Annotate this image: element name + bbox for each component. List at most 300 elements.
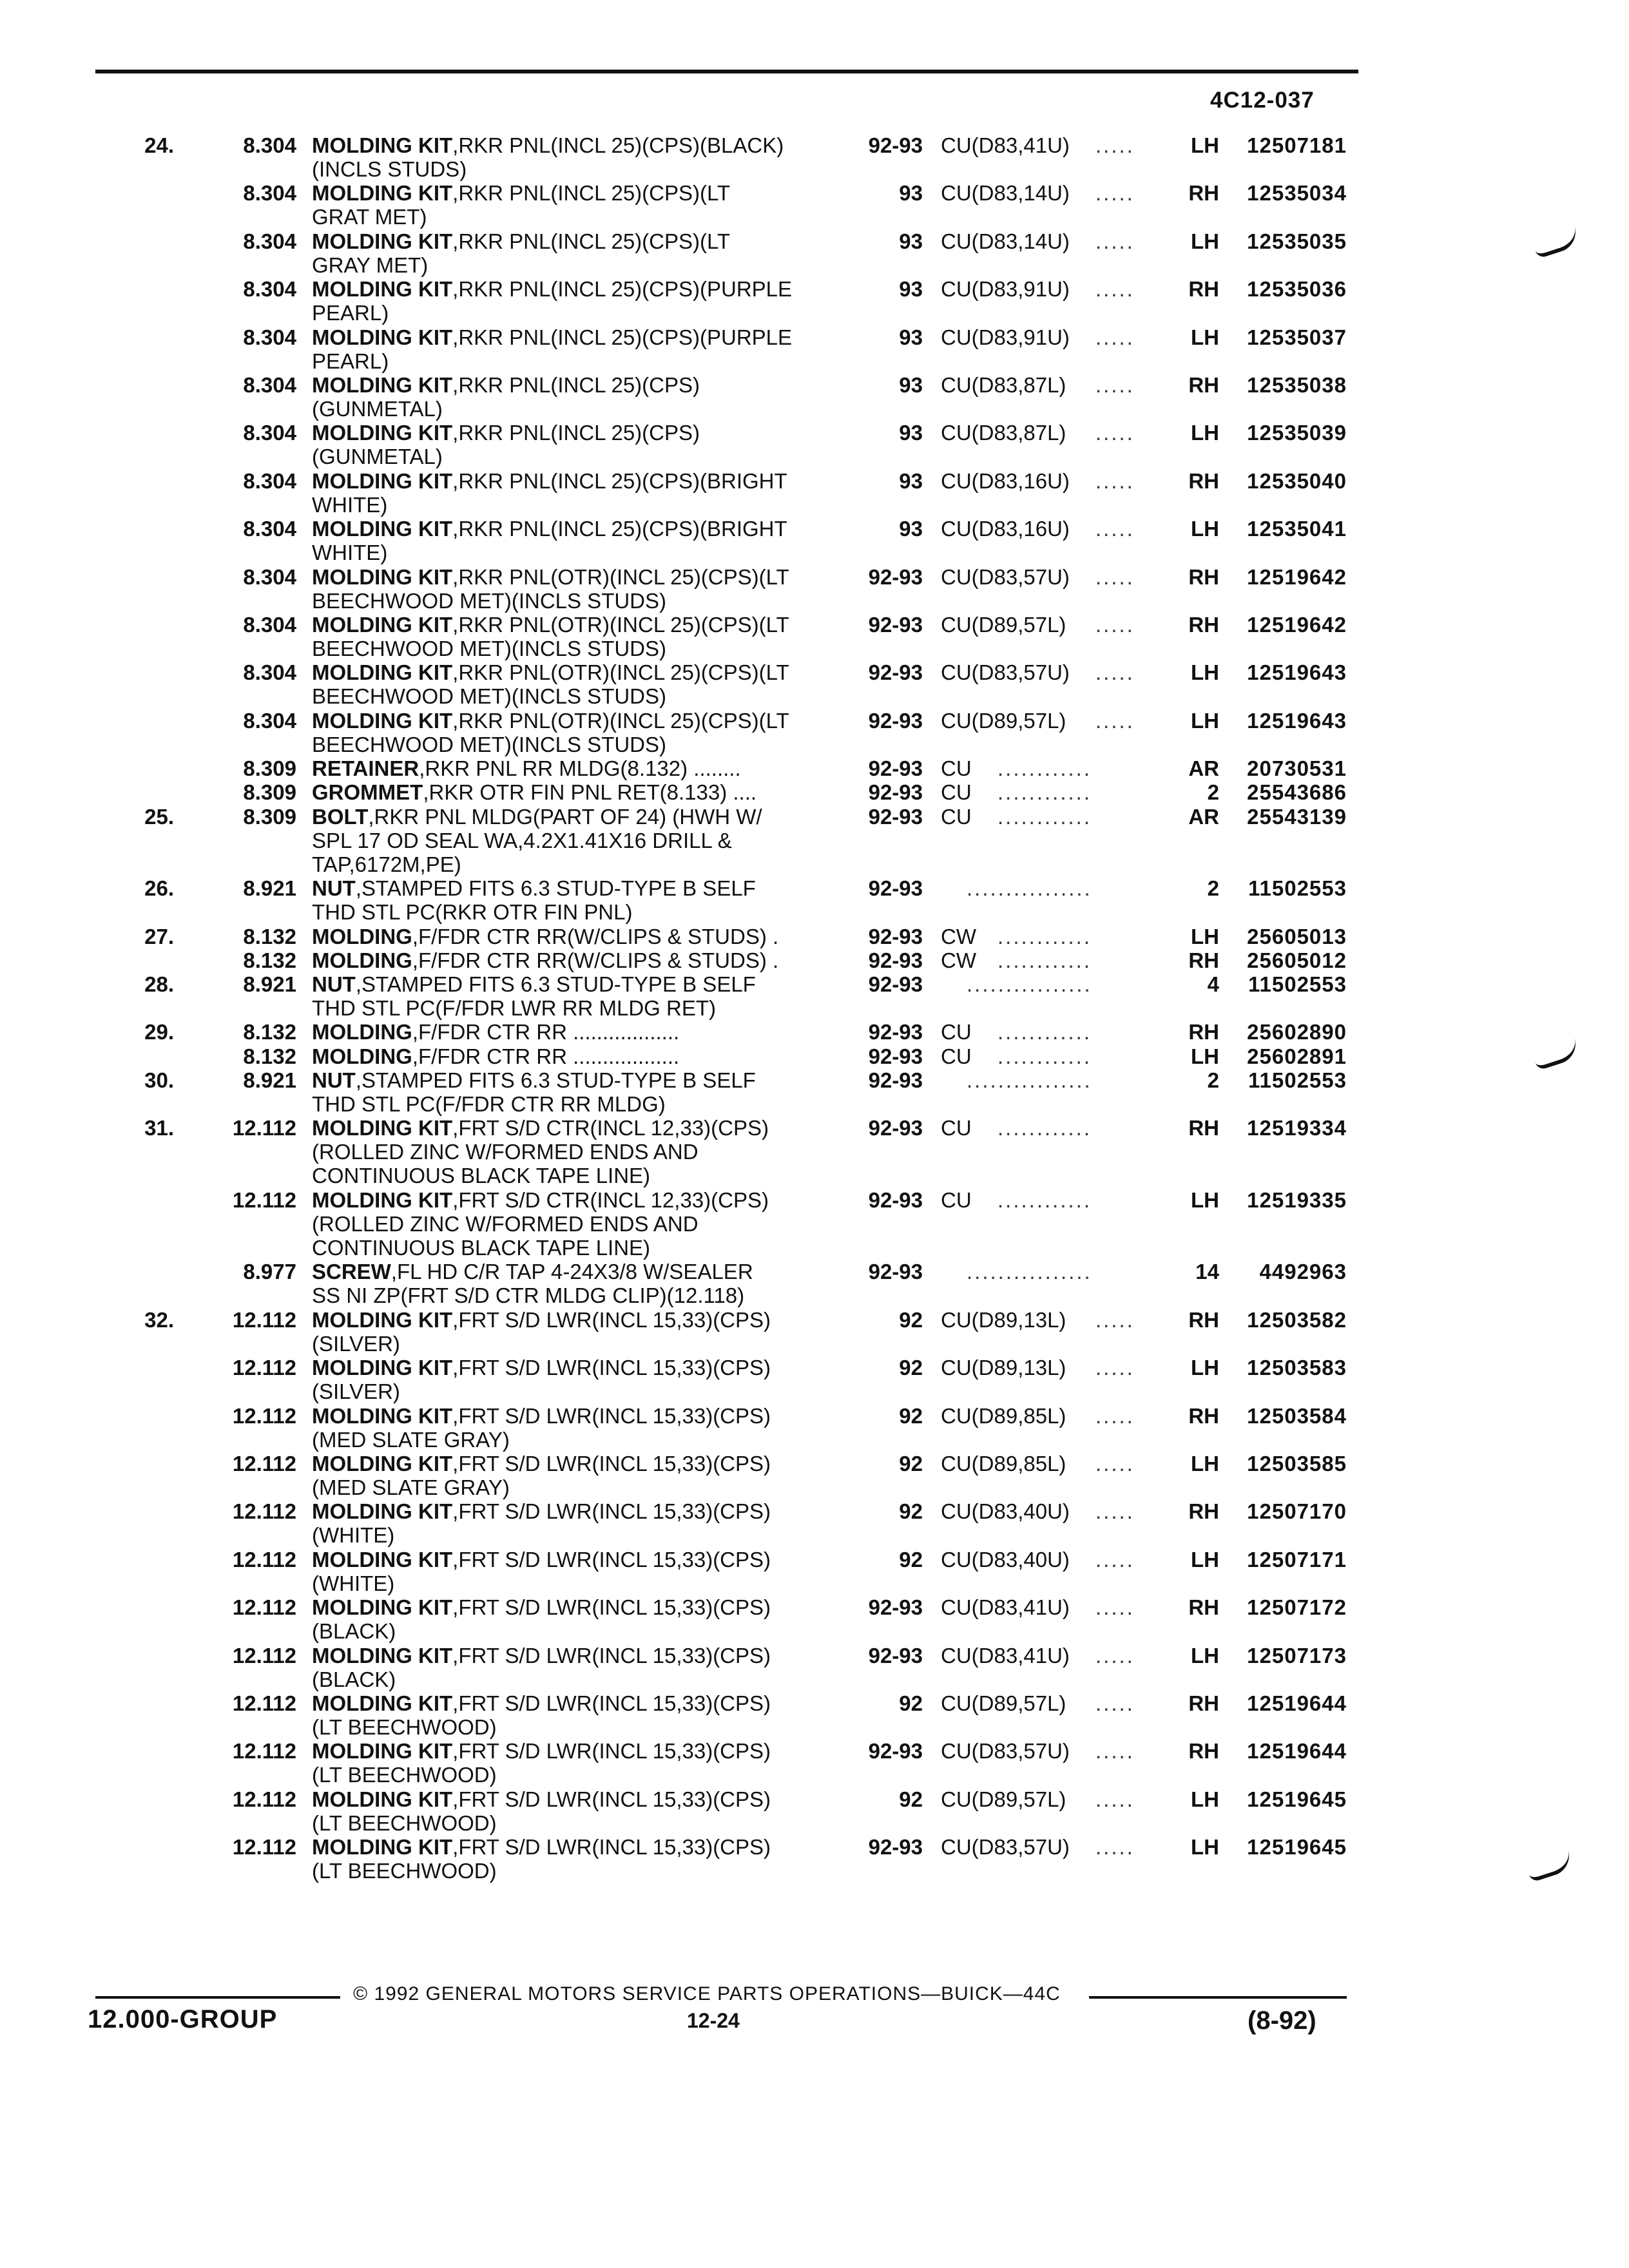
item-number: 25.	[144, 804, 174, 829]
model-year: 92-93	[868, 564, 923, 589]
leader-dots: .....	[1095, 1691, 1135, 1715]
part-description	[312, 1691, 771, 1739]
section-number: 8.309	[243, 804, 296, 829]
leader-dots: .....	[1095, 1595, 1135, 1620]
section-number: 8.304	[243, 421, 296, 445]
part-detail: ,RKR PNL(INCL 25)(CPS)(PURPLE	[452, 277, 793, 302]
section-number: 8.977	[243, 1260, 296, 1284]
part-name: MOLDING KIT	[312, 373, 453, 397]
quantity: RH	[1188, 1691, 1219, 1715]
section-number: 12.112	[232, 1356, 296, 1380]
part-detail: ,FRT S/D CTR(INCL 12,33)(CPS)	[452, 1116, 769, 1140]
model-code: CU(D83,91U)	[941, 325, 1070, 349]
quantity: LH	[1191, 325, 1219, 349]
model-year: 92-93	[868, 1068, 923, 1092]
model-year: 93	[899, 373, 923, 397]
part-detail: ,FRT S/D LWR(INCL 15,33)(CPS)	[452, 1499, 771, 1524]
part-detail-continued: CONTINUOUS BLACK TAPE LINE)	[312, 1235, 651, 1260]
part-number: 12519644	[1247, 1739, 1347, 1763]
model-code: CU(D89,13L)	[941, 1356, 1066, 1380]
quantity: LH	[1191, 133, 1219, 157]
part-detail: ,FRT S/D LWR(INCL 15,33)(CPS)	[452, 1643, 771, 1667]
part-detail: ,F/FDR CTR RR(W/CLIPS & STUDS) .	[412, 948, 779, 972]
quantity: RH	[1188, 1595, 1219, 1620]
footer-rule	[95, 1996, 340, 1999]
leader-dots: .....	[1095, 613, 1135, 637]
quantity: LH	[1191, 1643, 1219, 1667]
quantity: LH	[1191, 1044, 1219, 1068]
part-number: 12507181	[1247, 133, 1347, 157]
part-description	[312, 1452, 771, 1499]
model-year: 92-93	[868, 1187, 923, 1212]
section-number: 12.112	[232, 1643, 296, 1667]
part-detail: ,STAMPED FITS 6.3 STUD-TYPE B SELF	[355, 972, 756, 996]
part-name: MOLDING KIT	[312, 277, 453, 302]
section-number: 12.112	[232, 1452, 296, 1475]
section-number: 8.132	[243, 1020, 296, 1044]
quantity: LH	[1191, 517, 1219, 541]
section-number: 8.132	[243, 1044, 296, 1068]
part-number: 12519645	[1247, 1787, 1347, 1811]
part-name: MOLDING KIT	[312, 564, 453, 589]
part-name: MOLDING KIT	[312, 181, 453, 206]
model-year: 92	[899, 1452, 923, 1475]
part-description	[312, 1260, 753, 1307]
quantity: RH	[1188, 373, 1219, 397]
quantity: RH	[1188, 468, 1219, 493]
quantity: LH	[1191, 1187, 1219, 1212]
part-detail: ,RKR PNL(INCL 25)(CPS)	[452, 421, 700, 445]
quantity: RH	[1188, 948, 1219, 972]
model-code: CU(D83,14U)	[941, 229, 1070, 253]
model-code: CU(D83,40U)	[941, 1547, 1070, 1571]
model-code: CU(D83,16U)	[941, 517, 1070, 541]
section-number: 8.309	[243, 756, 296, 781]
part-description	[312, 925, 778, 948]
leader-dots: .....	[1095, 1356, 1135, 1380]
part-number: 12519642	[1247, 564, 1347, 589]
part-name: NUT	[312, 876, 356, 901]
part-detail-continued: (SILVER)	[312, 1331, 400, 1356]
part-number: 11502553	[1248, 876, 1347, 901]
model-year: 92-93	[868, 660, 923, 685]
leader-dots: ................	[967, 876, 1092, 901]
part-detail: ,STAMPED FITS 6.3 STUD-TYPE B SELF	[355, 1068, 756, 1092]
model-year: 92-93	[868, 804, 923, 829]
part-description	[312, 948, 778, 972]
model-code: CU	[941, 1044, 972, 1068]
part-detail-continued: (MED SLATE GRAY)	[312, 1475, 510, 1499]
part-description	[312, 1787, 771, 1835]
part-detail-continued: (LT BEECHWOOD)	[312, 1763, 497, 1787]
leader-dots: ................	[967, 1068, 1092, 1092]
footer-date: (8-92)	[1248, 2006, 1316, 2035]
item-number: 32.	[144, 1307, 174, 1332]
part-number: 12507173	[1247, 1643, 1347, 1667]
part-description	[312, 277, 792, 325]
section-number: 12.112	[232, 1187, 296, 1212]
part-name: MOLDING KIT	[312, 1547, 453, 1571]
model-code: CU(D83,40U)	[941, 1499, 1070, 1524]
model-code: CU(D83,87L)	[941, 421, 1066, 445]
part-number: 12519334	[1247, 1116, 1347, 1140]
section-number: 12.112	[232, 1835, 296, 1860]
part-detail-continued: BEECHWOOD MET)(INCLS STUDS)	[312, 588, 667, 613]
part-detail-continued: (ROLLED ZINC W/FORMED ENDS AND	[312, 1140, 699, 1164]
part-name: MOLDING KIT	[312, 1307, 453, 1332]
part-detail: ,RKR PNL(INCL 25)(CPS)(LT	[452, 229, 731, 253]
part-detail: ,FL HD C/R TAP 4-24X3/8 W/SEALER	[390, 1260, 753, 1284]
part-number: 25602890	[1247, 1020, 1347, 1044]
part-detail: ,F/FDR CTR RR ..................	[412, 1020, 680, 1044]
model-code: CU(D83,87L)	[941, 373, 1066, 397]
leader-dots: .....	[1095, 1452, 1135, 1475]
quantity: 14	[1195, 1260, 1219, 1284]
part-detail-continued: BEECHWOOD MET)(INCLS STUDS)	[312, 684, 667, 709]
part-number: 12503583	[1247, 1356, 1347, 1380]
part-number: 12535034	[1247, 181, 1347, 206]
part-number: 25605012	[1247, 948, 1347, 972]
part-detail: ,RKR PNL(INCL 25)(CPS)(BLACK)	[452, 133, 784, 157]
leader-dots: ............	[998, 1044, 1092, 1068]
quantity: RH	[1188, 1403, 1219, 1428]
part-description	[312, 1020, 679, 1044]
part-detail: ,RKR PNL(OTR)(INCL 25)(CPS)(LT	[452, 564, 789, 589]
part-description	[312, 613, 789, 660]
part-detail: ,STAMPED FITS 6.3 STUD-TYPE B SELF	[355, 876, 756, 901]
part-detail: ,RKR PNL RR MLDG(8.132) ........	[419, 756, 741, 781]
part-detail: ,FRT S/D LWR(INCL 15,33)(CPS)	[452, 1356, 771, 1380]
part-detail-continued: PEARL)	[312, 349, 389, 373]
part-description	[312, 1044, 679, 1068]
part-name: MOLDING KIT	[312, 1356, 453, 1380]
section-number: 8.304	[243, 660, 296, 685]
quantity: 4	[1207, 972, 1219, 996]
model-year: 92-93	[868, 1044, 923, 1068]
section-number: 8.304	[243, 325, 296, 349]
part-name: MOLDING KIT	[312, 1739, 453, 1763]
model-year: 92-93	[868, 1116, 923, 1140]
model-year: 92-93	[868, 1835, 923, 1860]
item-number: 27.	[144, 924, 174, 948]
part-description	[312, 181, 730, 229]
model-year: 93	[899, 421, 923, 445]
part-detail-continued: BEECHWOOD MET)(INCLS STUDS)	[312, 637, 667, 660]
model-year: 92-93	[868, 876, 923, 901]
leader-dots: .....	[1095, 1307, 1135, 1332]
leader-dots: .....	[1095, 1739, 1135, 1763]
part-number: 12503585	[1247, 1452, 1347, 1475]
part-name: MOLDING KIT	[312, 1595, 453, 1620]
part-detail-continued: (ROLLED ZINC W/FORMED ENDS AND	[312, 1211, 699, 1236]
part-description	[312, 1739, 771, 1787]
part-name: MOLDING KIT	[312, 1499, 453, 1524]
part-number: 12535036	[1247, 277, 1347, 302]
part-number: 12507172	[1247, 1595, 1347, 1620]
leader-dots: .....	[1095, 277, 1135, 302]
part-detail: ,RKR PNL(OTR)(INCL 25)(CPS)(LT	[452, 613, 789, 637]
model-code: CU	[941, 780, 972, 805]
part-name: GROMMET	[312, 780, 423, 805]
part-description	[312, 469, 787, 517]
part-number: 12535039	[1247, 421, 1347, 445]
part-number: 12507170	[1247, 1499, 1347, 1524]
leader-dots: .....	[1095, 468, 1135, 493]
model-code: CU	[941, 1020, 972, 1044]
model-year: 92-93	[868, 708, 923, 733]
part-detail: ,RKR PNL MLDG(PART OF 24) (HWH W/	[368, 804, 762, 829]
quantity: LH	[1191, 421, 1219, 445]
quantity: RH	[1188, 1739, 1219, 1763]
section-number: 8.304	[243, 373, 296, 397]
part-name: MOLDING KIT	[312, 1643, 453, 1667]
part-detail-continued: TAP,6172M,PE)	[312, 852, 461, 876]
model-year: 92-93	[868, 756, 923, 781]
quantity: 2	[1207, 780, 1219, 805]
section-number: 8.921	[243, 972, 296, 996]
part-number: 25543686	[1247, 780, 1347, 805]
part-number: 12519645	[1247, 1835, 1347, 1860]
part-description	[312, 756, 741, 780]
part-detail: ,FRT S/D LWR(INCL 15,33)(CPS)	[452, 1547, 771, 1571]
section-number: 8.304	[243, 613, 296, 637]
leader-dots: .....	[1095, 133, 1135, 157]
section-number: 8.304	[243, 468, 296, 493]
quantity: LH	[1191, 1547, 1219, 1571]
part-description	[312, 133, 784, 181]
model-code: CU(D83,41U)	[941, 1595, 1070, 1620]
model-code: CU(D83,57U)	[941, 564, 1070, 589]
quantity: RH	[1188, 277, 1219, 302]
leader-dots: .....	[1095, 1643, 1135, 1667]
part-detail-continued: WHITE)	[312, 492, 388, 517]
part-description	[312, 1116, 769, 1187]
leader-dots: ............	[998, 1116, 1092, 1140]
part-detail: ,F/FDR CTR RR(W/CLIPS & STUDS) .	[412, 924, 779, 948]
part-description	[312, 373, 700, 421]
part-description	[312, 876, 756, 924]
part-name: MOLDING KIT	[312, 708, 453, 733]
part-number: 12535041	[1247, 517, 1347, 541]
part-description	[312, 229, 730, 277]
quantity: AR	[1188, 756, 1219, 781]
part-detail-continued: (MED SLATE GRAY)	[312, 1427, 510, 1452]
part-detail-continued: THD STL PC(F/FDR LWR RR MLDG RET)	[312, 996, 716, 1020]
model-year: 93	[899, 181, 923, 206]
model-code: CU(D83,57U)	[941, 660, 1070, 685]
model-code: CU	[941, 804, 972, 829]
part-description	[312, 1356, 771, 1403]
footer-group: 12.000-GROUP	[88, 2005, 278, 2033]
model-year: 92-93	[868, 972, 923, 996]
model-code: CU	[941, 1116, 972, 1140]
leader-dots: ............	[998, 948, 1092, 972]
part-detail: ,RKR PNL(INCL 25)(CPS)	[452, 373, 700, 397]
model-year: 92-93	[868, 780, 923, 805]
model-year: 92-93	[868, 924, 923, 948]
part-detail-continued: SPL 17 OD SEAL WA,4.2X1.41X16 DRILL &	[312, 828, 732, 852]
part-detail: ,FRT S/D CTR(INCL 12,33)(CPS)	[452, 1187, 769, 1212]
section-number: 12.112	[232, 1691, 296, 1715]
part-number: 12507171	[1247, 1547, 1347, 1571]
model-year: 92-93	[868, 1020, 923, 1044]
part-number: 12535037	[1247, 325, 1347, 349]
section-number: 8.304	[243, 133, 296, 157]
leader-dots: ............	[998, 780, 1092, 805]
part-number: 12519643	[1247, 660, 1347, 685]
model-code: CW	[941, 924, 976, 948]
leader-dots: ............	[998, 1187, 1092, 1212]
model-year: 92-93	[868, 948, 923, 972]
section-number: 8.921	[243, 1068, 296, 1092]
part-detail-continued: THD STL PC(RKR OTR FIN PNL)	[312, 900, 633, 925]
quantity: RH	[1188, 564, 1219, 589]
part-detail: ,FRT S/D LWR(INCL 15,33)(CPS)	[452, 1403, 771, 1428]
leader-dots: ............	[998, 804, 1092, 829]
part-detail-continued: (BLACK)	[312, 1619, 396, 1644]
quantity: 2	[1207, 1068, 1219, 1092]
part-description	[312, 565, 789, 613]
model-year: 92-93	[868, 1739, 923, 1763]
part-detail-continued: (WHITE)	[312, 1523, 395, 1548]
part-description	[312, 660, 789, 708]
part-description	[312, 1595, 771, 1643]
leader-dots: ............	[998, 756, 1092, 781]
model-code: CU(D89,57L)	[941, 708, 1066, 733]
footer-rule	[1089, 1996, 1347, 1999]
section-number: 8.921	[243, 876, 296, 901]
section-number: 8.132	[243, 924, 296, 948]
part-name: MOLDING KIT	[312, 1187, 453, 1212]
leader-dots: .....	[1095, 373, 1135, 397]
part-number: 12519644	[1247, 1691, 1347, 1715]
leader-dots: .....	[1095, 1787, 1135, 1811]
top-rule	[95, 70, 1358, 73]
part-description	[312, 1835, 771, 1883]
part-description	[312, 972, 756, 1020]
part-number: 12503584	[1247, 1403, 1347, 1428]
part-detail-continued: (GUNMETAL)	[312, 397, 443, 421]
part-name: MOLDING	[312, 1020, 412, 1044]
section-number: 8.132	[243, 948, 296, 972]
quantity: RH	[1188, 1307, 1219, 1332]
part-number: 12535038	[1247, 373, 1347, 397]
model-code: CU(D83,14U)	[941, 181, 1070, 206]
item-number: 30.	[144, 1068, 174, 1092]
leader-dots: ............	[998, 1020, 1092, 1044]
part-detail: ,FRT S/D LWR(INCL 15,33)(CPS)	[452, 1307, 771, 1332]
quantity: LH	[1191, 1835, 1219, 1860]
model-code: CU(D83,41U)	[941, 1643, 1070, 1667]
part-name: MOLDING KIT	[312, 1452, 453, 1475]
model-year: 92-93	[868, 1643, 923, 1667]
model-year: 92	[899, 1547, 923, 1571]
leader-dots: .....	[1095, 1499, 1135, 1524]
section-number: 12.112	[232, 1307, 296, 1332]
part-detail-continued: (INCLS STUDS)	[312, 157, 467, 181]
model-year: 92-93	[868, 613, 923, 637]
model-year: 93	[899, 468, 923, 493]
leader-dots: ................	[967, 972, 1092, 996]
part-description	[312, 517, 787, 564]
leader-dots: .....	[1095, 181, 1135, 206]
quantity: LH	[1191, 1787, 1219, 1811]
part-detail-continued: (SILVER)	[312, 1379, 400, 1404]
section-number: 12.112	[232, 1739, 296, 1763]
section-number: 12.112	[232, 1595, 296, 1620]
model-year: 92-93	[868, 1595, 923, 1620]
scan-mark	[1532, 226, 1581, 259]
part-number: 12535040	[1247, 468, 1347, 493]
part-description	[312, 1188, 769, 1260]
section-number: 8.304	[243, 277, 296, 302]
part-detail-continued: SS NI ZP(FRT S/D CTR MLDG CLIP)(12.118)	[312, 1283, 745, 1308]
part-detail-continued: (GUNMETAL)	[312, 445, 443, 469]
part-detail-continued: CONTINUOUS BLACK TAPE LINE)	[312, 1164, 651, 1188]
part-name: MOLDING	[312, 924, 412, 948]
part-detail: ,FRT S/D LWR(INCL 15,33)(CPS)	[452, 1691, 771, 1715]
model-code: CU(D89,85L)	[941, 1452, 1066, 1475]
leader-dots: .....	[1095, 708, 1135, 733]
section-number: 8.304	[243, 181, 296, 206]
section-number: 8.304	[243, 229, 296, 253]
part-name: MOLDING	[312, 948, 412, 972]
model-code: CU(D89,13L)	[941, 1307, 1066, 1332]
model-code: CU(D83,91U)	[941, 277, 1070, 302]
part-name: MOLDING KIT	[312, 468, 453, 493]
part-detail: ,FRT S/D LWR(INCL 15,33)(CPS)	[452, 1835, 771, 1860]
model-code: CU(D83,57U)	[941, 1835, 1070, 1860]
scan-mark	[1525, 1849, 1574, 1883]
part-detail-continued: THD STL PC(F/FDR CTR RR MLDG)	[312, 1091, 666, 1116]
part-description	[312, 780, 757, 804]
quantity: RH	[1188, 1020, 1219, 1044]
part-name: NUT	[312, 972, 356, 996]
part-name: MOLDING KIT	[312, 517, 453, 541]
part-detail: ,RKR PNL(OTR)(INCL 25)(CPS)(LT	[452, 708, 789, 733]
part-number: 4492963	[1259, 1260, 1347, 1284]
part-number: 25543139	[1247, 804, 1347, 829]
model-code: CU(D83,16U)	[941, 468, 1070, 493]
part-description	[312, 1404, 771, 1452]
part-detail-continued: (LT BEECHWOOD)	[312, 1715, 497, 1739]
section-number: 12.112	[232, 1499, 296, 1524]
part-description	[312, 805, 762, 876]
part-number: 12519642	[1247, 613, 1347, 637]
part-description	[312, 1499, 771, 1547]
section-number: 12.112	[232, 1787, 296, 1811]
part-name: MOLDING KIT	[312, 325, 453, 349]
leader-dots: .....	[1095, 229, 1135, 253]
part-name: MOLDING	[312, 1044, 412, 1068]
quantity: LH	[1191, 1356, 1219, 1380]
section-number: 8.304	[243, 564, 296, 589]
leader-dots: .....	[1095, 325, 1135, 349]
part-detail: ,RKR PNL(INCL 25)(CPS)(PURPLE	[452, 325, 793, 349]
part-name: MOLDING KIT	[312, 613, 453, 637]
scan-mark	[1532, 1037, 1581, 1071]
page-code: 4C12-037	[1210, 88, 1315, 113]
part-detail: ,RKR PNL(INCL 25)(CPS)(BRIGHT	[452, 517, 787, 541]
part-name: MOLDING KIT	[312, 421, 453, 445]
model-code: CU	[941, 756, 972, 781]
quantity: LH	[1191, 708, 1219, 733]
model-code: CU(D89,57L)	[941, 1787, 1066, 1811]
part-number: 25605013	[1247, 924, 1347, 948]
part-detail-continued: PEARL)	[312, 301, 389, 325]
part-number: 25602891	[1247, 1044, 1347, 1068]
item-number: 28.	[144, 972, 174, 996]
